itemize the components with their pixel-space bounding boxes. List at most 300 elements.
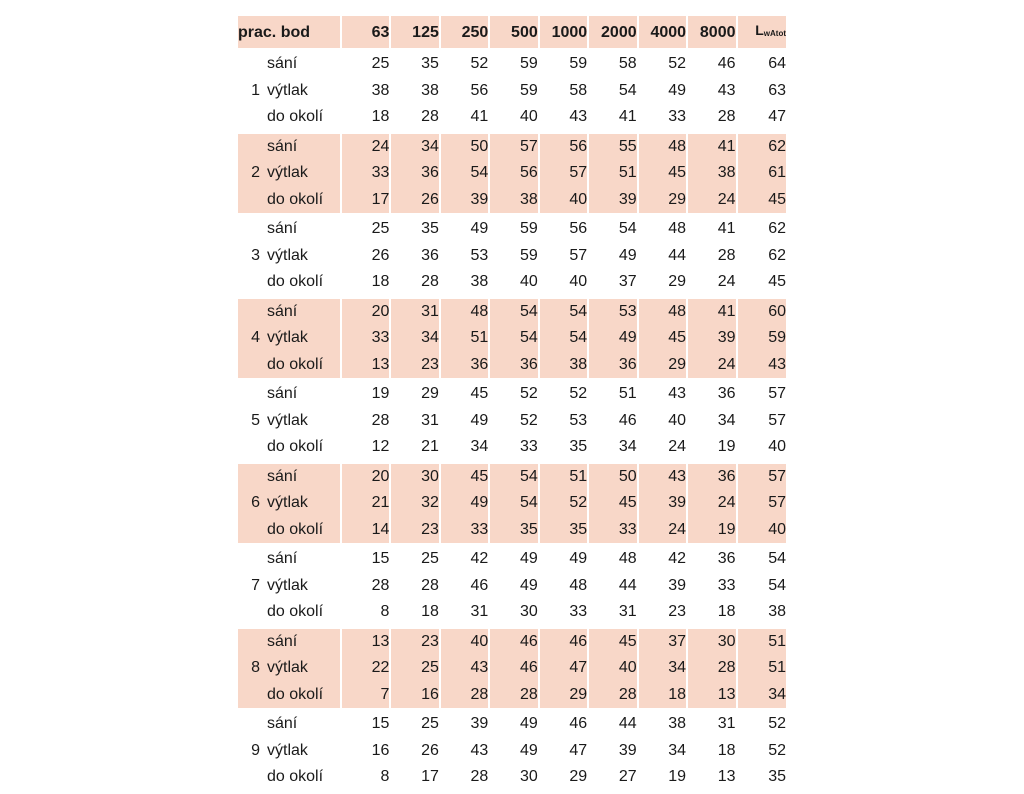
point-label: výtlak — [267, 164, 308, 181]
value-cell: 54 — [489, 462, 538, 490]
value-cell: 54 — [489, 297, 538, 325]
value-cell: 28 — [390, 269, 439, 297]
value-cell: 13 — [341, 627, 390, 655]
value-cell: 30 — [489, 599, 538, 627]
point-label: do okolí — [267, 768, 324, 785]
total-cell: 57 — [737, 490, 787, 517]
value-cell: 56 — [539, 215, 588, 243]
value-cell: 19 — [638, 764, 687, 792]
point-cell — [238, 710, 341, 738]
value-cell: 24 — [687, 269, 736, 297]
point-cell — [238, 573, 341, 600]
value-cell: 28 — [687, 243, 736, 270]
value-cell: 40 — [440, 627, 489, 655]
value-cell: 49 — [489, 573, 538, 600]
value-cell: 41 — [687, 215, 736, 243]
point-label: výtlak — [267, 246, 308, 264]
value-cell: 58 — [588, 50, 637, 78]
value-cell: 49 — [440, 490, 489, 517]
value-cell: 41 — [687, 132, 736, 160]
total-cell: 51 — [737, 627, 787, 655]
value-cell: 23 — [390, 627, 439, 655]
value-cell: 47 — [539, 655, 588, 682]
value-cell: 48 — [588, 545, 637, 573]
point-number: 1 — [251, 81, 260, 99]
value-cell: 30 — [687, 627, 736, 655]
value-cell: 57 — [539, 160, 588, 187]
value-cell: 37 — [638, 627, 687, 655]
point-cell — [238, 352, 341, 380]
value-cell: 24 — [341, 132, 390, 160]
value-cell: 36 — [687, 462, 736, 490]
table-row — [238, 297, 786, 325]
value-cell: 28 — [341, 408, 390, 435]
value-cell: 42 — [638, 545, 687, 573]
point-label: výtlak — [267, 576, 308, 594]
value-cell: 28 — [687, 655, 736, 682]
value-cell: 14 — [341, 517, 390, 545]
value-cell: 26 — [390, 738, 439, 765]
value-cell: 43 — [539, 104, 588, 132]
point-cell — [238, 132, 341, 160]
table-row — [238, 710, 786, 738]
value-cell: 35 — [539, 434, 588, 462]
value-cell: 25 — [390, 545, 439, 573]
value-cell: 22 — [341, 655, 390, 682]
point-number: 8 — [251, 659, 260, 676]
value-cell: 33 — [638, 104, 687, 132]
point-cell — [238, 490, 341, 517]
value-cell: 28 — [390, 104, 439, 132]
table-row — [238, 738, 786, 765]
value-cell: 38 — [440, 269, 489, 297]
value-cell: 35 — [390, 215, 439, 243]
point-cell — [238, 517, 341, 545]
point-cell — [238, 655, 341, 682]
value-cell: 52 — [539, 490, 588, 517]
value-cell: 40 — [489, 104, 538, 132]
value-cell: 43 — [440, 738, 489, 765]
value-cell: 20 — [341, 462, 390, 490]
table-row — [238, 78, 786, 105]
value-cell: 28 — [687, 104, 736, 132]
table-row — [238, 50, 786, 78]
value-cell: 44 — [588, 573, 637, 600]
value-cell: 18 — [341, 104, 390, 132]
value-cell: 31 — [687, 710, 736, 738]
point-cell — [238, 215, 341, 243]
value-cell: 54 — [588, 215, 637, 243]
value-cell: 39 — [440, 710, 489, 738]
table-row — [238, 517, 786, 545]
table-row — [238, 599, 786, 627]
value-cell: 48 — [440, 297, 489, 325]
sound-power-table — [238, 16, 786, 794]
value-cell: 49 — [588, 325, 637, 352]
total-cell: 40 — [737, 517, 787, 545]
table-row — [238, 573, 786, 600]
point-label: sání — [267, 632, 298, 650]
point-label: sání — [267, 550, 298, 567]
point-cell — [238, 160, 341, 187]
value-cell: 41 — [687, 297, 736, 325]
total-cell: 47 — [737, 104, 787, 132]
total-cell: 62 — [737, 243, 787, 270]
total-cell: 59 — [737, 325, 787, 352]
table-row — [238, 627, 786, 655]
value-cell: 59 — [539, 50, 588, 78]
value-cell: 29 — [539, 682, 588, 710]
value-cell: 13 — [341, 352, 390, 380]
point-label: do okolí — [267, 190, 324, 208]
total-cell: 62 — [737, 132, 787, 160]
header-total-subscript: wAtot — [763, 29, 786, 38]
value-cell: 23 — [390, 352, 439, 380]
value-cell: 54 — [489, 490, 538, 517]
header-total — [737, 16, 787, 50]
point-cell — [238, 243, 341, 270]
value-cell: 54 — [539, 297, 588, 325]
value-cell: 59 — [489, 50, 538, 78]
point-number: 3 — [251, 246, 260, 264]
value-cell: 7 — [341, 682, 390, 710]
value-cell: 33 — [588, 517, 637, 545]
value-cell: 29 — [638, 187, 687, 215]
point-label: do okolí — [267, 603, 324, 620]
point-cell — [238, 545, 341, 573]
value-cell: 39 — [687, 325, 736, 352]
table-body — [238, 50, 786, 793]
value-cell: 28 — [588, 682, 637, 710]
point-cell — [238, 627, 341, 655]
point-label: sání — [267, 55, 298, 72]
value-cell: 49 — [440, 215, 489, 243]
value-cell: 37 — [588, 269, 637, 297]
value-cell: 30 — [489, 764, 538, 792]
header-freq-2000: 2000 — [588, 16, 637, 50]
value-cell: 21 — [390, 434, 439, 462]
value-cell: 12 — [341, 434, 390, 462]
value-cell: 35 — [539, 517, 588, 545]
value-cell: 28 — [390, 573, 439, 600]
value-cell: 53 — [588, 297, 637, 325]
value-cell: 19 — [687, 517, 736, 545]
value-cell: 17 — [341, 187, 390, 215]
value-cell: 24 — [638, 434, 687, 462]
header-freq-8000: 8000 — [687, 16, 736, 50]
header-row — [238, 16, 786, 50]
value-cell: 45 — [440, 462, 489, 490]
table-row — [238, 160, 786, 187]
point-label: výtlak — [267, 329, 308, 346]
value-cell: 51 — [588, 160, 637, 187]
value-cell: 48 — [638, 132, 687, 160]
total-cell: 35 — [737, 764, 787, 792]
point-cell — [238, 599, 341, 627]
total-cell: 40 — [737, 434, 787, 462]
value-cell: 35 — [489, 517, 538, 545]
table-row — [238, 408, 786, 435]
table-row — [238, 104, 786, 132]
value-cell: 51 — [588, 380, 637, 408]
value-cell: 38 — [390, 78, 439, 105]
value-cell: 51 — [440, 325, 489, 352]
table-row — [238, 434, 786, 462]
value-cell: 33 — [539, 599, 588, 627]
value-cell: 36 — [440, 352, 489, 380]
value-cell: 46 — [588, 408, 637, 435]
value-cell: 38 — [539, 352, 588, 380]
value-cell: 46 — [687, 50, 736, 78]
value-cell: 40 — [539, 187, 588, 215]
value-cell: 18 — [638, 682, 687, 710]
value-cell: 57 — [489, 132, 538, 160]
value-cell: 49 — [588, 243, 637, 270]
point-label: sání — [267, 467, 298, 485]
value-cell: 32 — [390, 490, 439, 517]
value-cell: 49 — [489, 738, 538, 765]
value-cell: 24 — [687, 352, 736, 380]
point-cell — [238, 325, 341, 352]
point-label: sání — [267, 137, 298, 155]
value-cell: 46 — [539, 710, 588, 738]
value-cell: 29 — [390, 380, 439, 408]
total-cell: 45 — [737, 187, 787, 215]
value-cell: 25 — [390, 710, 439, 738]
value-cell: 43 — [638, 380, 687, 408]
value-cell: 18 — [687, 738, 736, 765]
table-row — [238, 764, 786, 792]
value-cell: 28 — [440, 682, 489, 710]
value-cell: 45 — [588, 490, 637, 517]
point-cell — [238, 434, 341, 462]
value-cell: 16 — [341, 738, 390, 765]
total-cell: 38 — [737, 599, 787, 627]
value-cell: 49 — [638, 78, 687, 105]
value-cell: 25 — [341, 50, 390, 78]
value-cell: 34 — [390, 325, 439, 352]
point-number: 6 — [251, 494, 260, 511]
table-row — [238, 380, 786, 408]
value-cell: 58 — [539, 78, 588, 105]
value-cell: 39 — [638, 490, 687, 517]
point-cell — [238, 297, 341, 325]
value-cell: 29 — [539, 764, 588, 792]
header-freq-1000: 1000 — [539, 16, 588, 50]
value-cell: 51 — [539, 462, 588, 490]
total-cell: 62 — [737, 215, 787, 243]
value-cell: 49 — [489, 710, 538, 738]
total-cell: 60 — [737, 297, 787, 325]
value-cell: 38 — [489, 187, 538, 215]
value-cell: 56 — [489, 160, 538, 187]
value-cell: 39 — [638, 573, 687, 600]
value-cell: 8 — [341, 764, 390, 792]
value-cell: 43 — [687, 78, 736, 105]
point-cell — [238, 682, 341, 710]
total-cell: 57 — [737, 380, 787, 408]
value-cell: 26 — [390, 187, 439, 215]
value-cell: 46 — [489, 655, 538, 682]
header-total-symbol: L — [755, 22, 764, 38]
total-cell: 64 — [737, 50, 787, 78]
value-cell: 21 — [341, 490, 390, 517]
point-label: do okolí — [267, 273, 324, 290]
value-cell: 34 — [638, 738, 687, 765]
value-cell: 49 — [489, 545, 538, 573]
value-cell: 18 — [341, 269, 390, 297]
value-cell: 23 — [390, 517, 439, 545]
point-cell — [238, 738, 341, 765]
value-cell: 34 — [687, 408, 736, 435]
value-cell: 57 — [539, 243, 588, 270]
value-cell: 39 — [588, 738, 637, 765]
table-header — [238, 16, 786, 50]
value-cell: 40 — [588, 655, 637, 682]
table-row — [238, 490, 786, 517]
value-cell: 59 — [489, 215, 538, 243]
value-cell: 52 — [440, 50, 489, 78]
value-cell: 19 — [341, 380, 390, 408]
point-number: 4 — [251, 329, 260, 346]
value-cell: 49 — [539, 545, 588, 573]
point-label: do okolí — [267, 355, 324, 373]
value-cell: 33 — [687, 573, 736, 600]
value-cell: 59 — [489, 78, 538, 105]
point-number: 5 — [251, 411, 260, 429]
point-cell — [238, 380, 341, 408]
value-cell: 53 — [539, 408, 588, 435]
point-label: výtlak — [267, 741, 308, 759]
value-cell: 16 — [390, 682, 439, 710]
value-cell: 31 — [390, 297, 439, 325]
value-cell: 24 — [687, 490, 736, 517]
value-cell: 44 — [638, 243, 687, 270]
value-cell: 28 — [440, 764, 489, 792]
value-cell: 45 — [588, 627, 637, 655]
value-cell: 28 — [489, 682, 538, 710]
value-cell: 24 — [687, 187, 736, 215]
value-cell: 25 — [390, 655, 439, 682]
point-cell — [238, 50, 341, 78]
value-cell: 34 — [588, 434, 637, 462]
value-cell: 43 — [440, 655, 489, 682]
value-cell: 43 — [638, 462, 687, 490]
point-number: 2 — [251, 164, 260, 181]
value-cell: 28 — [341, 573, 390, 600]
value-cell: 15 — [341, 545, 390, 573]
point-label: do okolí — [267, 520, 324, 538]
value-cell: 29 — [638, 269, 687, 297]
value-cell: 54 — [440, 160, 489, 187]
value-cell: 24 — [638, 517, 687, 545]
value-cell: 33 — [341, 325, 390, 352]
point-cell — [238, 269, 341, 297]
point-label: sání — [267, 715, 298, 732]
value-cell: 40 — [638, 408, 687, 435]
value-cell: 54 — [588, 78, 637, 105]
value-cell: 36 — [687, 545, 736, 573]
table-row — [238, 215, 786, 243]
table-row — [238, 187, 786, 215]
value-cell: 17 — [390, 764, 439, 792]
value-cell: 34 — [638, 655, 687, 682]
value-cell: 47 — [539, 738, 588, 765]
point-label: do okolí — [267, 438, 324, 455]
value-cell: 56 — [539, 132, 588, 160]
table-row — [238, 655, 786, 682]
value-cell: 13 — [687, 764, 736, 792]
value-cell: 50 — [588, 462, 637, 490]
point-cell — [238, 187, 341, 215]
value-cell: 38 — [638, 710, 687, 738]
total-cell: 57 — [737, 462, 787, 490]
point-cell — [238, 764, 341, 792]
value-cell: 45 — [440, 380, 489, 408]
point-cell — [238, 462, 341, 490]
total-cell: 45 — [737, 269, 787, 297]
point-cell — [238, 408, 341, 435]
total-cell: 61 — [737, 160, 787, 187]
header-freq-4000: 4000 — [638, 16, 687, 50]
value-cell: 36 — [489, 352, 538, 380]
value-cell: 41 — [440, 104, 489, 132]
value-cell: 39 — [440, 187, 489, 215]
table-row — [238, 462, 786, 490]
point-label: do okolí — [267, 108, 324, 125]
value-cell: 35 — [390, 50, 439, 78]
point-number: 7 — [251, 576, 260, 594]
value-cell: 33 — [489, 434, 538, 462]
value-cell: 52 — [539, 380, 588, 408]
value-cell: 50 — [440, 132, 489, 160]
table-row — [238, 352, 786, 380]
value-cell: 33 — [341, 160, 390, 187]
value-cell: 40 — [539, 269, 588, 297]
table-row — [238, 325, 786, 352]
value-cell: 44 — [588, 710, 637, 738]
value-cell: 19 — [687, 434, 736, 462]
point-label: sání — [267, 220, 298, 237]
total-cell: 34 — [737, 682, 787, 710]
value-cell: 13 — [687, 682, 736, 710]
point-label: výtlak — [267, 411, 308, 429]
value-cell: 40 — [489, 269, 538, 297]
value-cell: 36 — [390, 243, 439, 270]
total-cell: 63 — [737, 78, 787, 105]
value-cell: 33 — [440, 517, 489, 545]
total-cell: 54 — [737, 545, 787, 573]
value-cell: 23 — [638, 599, 687, 627]
value-cell: 26 — [341, 243, 390, 270]
point-number: 9 — [251, 741, 260, 759]
value-cell: 36 — [390, 160, 439, 187]
value-cell: 56 — [440, 78, 489, 105]
header-point: prac. bod — [238, 16, 341, 50]
value-cell: 31 — [588, 599, 637, 627]
total-cell: 52 — [737, 710, 787, 738]
value-cell: 27 — [588, 764, 637, 792]
value-cell: 34 — [390, 132, 439, 160]
point-cell — [238, 104, 341, 132]
value-cell: 49 — [440, 408, 489, 435]
point-label: sání — [267, 302, 298, 320]
table-row — [238, 243, 786, 270]
value-cell: 42 — [440, 545, 489, 573]
value-cell: 18 — [687, 599, 736, 627]
table-row — [238, 269, 786, 297]
value-cell: 54 — [539, 325, 588, 352]
